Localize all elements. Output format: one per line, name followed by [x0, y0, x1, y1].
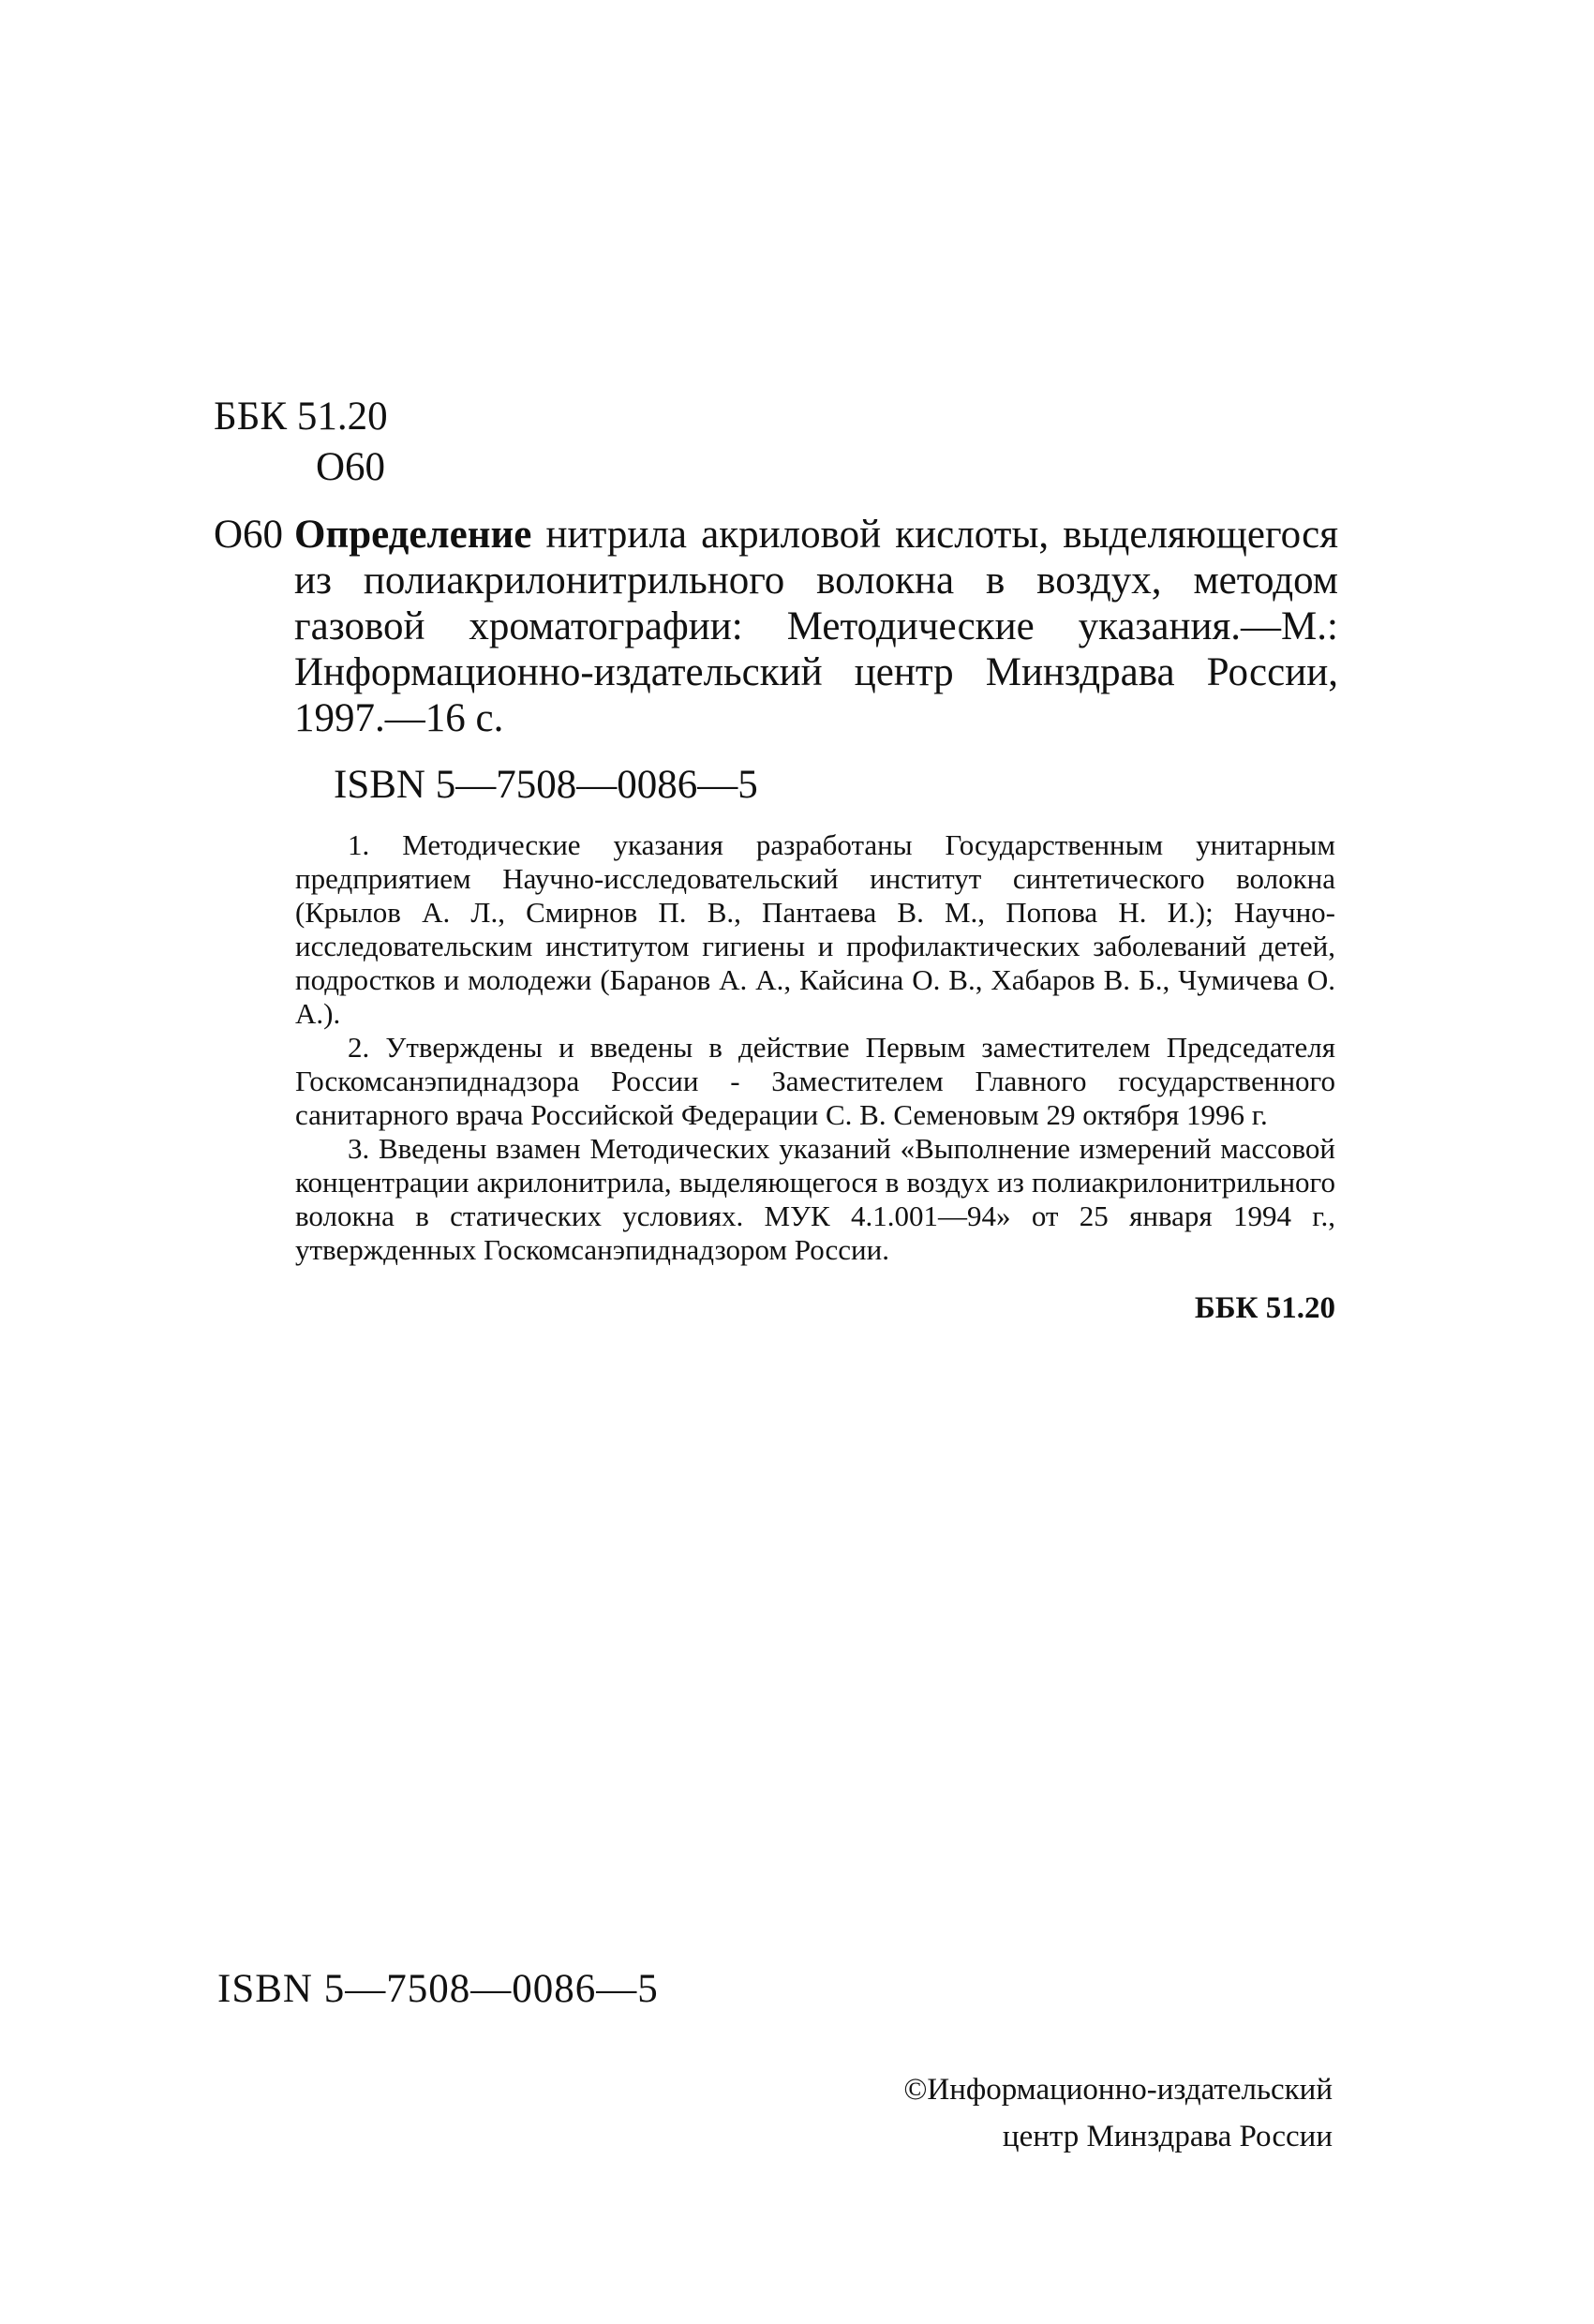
note-item: 3. Введены взамен Методических указаний «Выполнение измерений массовой концентрации акрилонитрила, выделяющегося в воздух из полиакрилонитрильного волокна в статических условиях. МУК 4.1.001—94» от 25 января 1994 г., утвержденных Госкомсанэпиднадзором России. — [295, 1132, 1335, 1266]
entry-author-mark: О60 — [214, 513, 284, 557]
copyright-line-2: центр Минздрава России — [1002, 2120, 1333, 2153]
isbn-bottom: ISBN 5—7508—0086—5 — [217, 1967, 659, 2011]
copyright — [903, 2066, 1333, 2160]
entry-title-word: Определение — [294, 513, 532, 557]
entry-isbn: ISBN 5—7508—0086—5 — [334, 763, 758, 807]
entry-description-text: нитрила акриловой кислоты, выделяющегося из полиакрилонитрильного волокна в воздух, методом газовой хроматографии: Методические указания.—М.: Информационно-издательский центр Минздрава России, 1997.—16 с. — [294, 513, 1338, 740]
entry-description — [294, 512, 1338, 741]
notes-section — [295, 828, 1335, 1325]
bbk-code: ББК 51.20 — [214, 395, 388, 439]
note-item: 2. Утверждены и введены в действие Первым заместителем Председателя Госкомсанэпиднадзора России - Заместителем Главного государственного санитарного врача Российской Федерации С. В. Семеновым 29 октября 1996 г. — [295, 1031, 1335, 1131]
copyright-line-1: ©Информационно-издательский — [903, 2073, 1333, 2107]
bbk-header — [214, 392, 388, 493]
bbk-footer: ББК 51.20 — [1194, 1291, 1335, 1325]
author-mark: О60 — [316, 445, 386, 489]
note-item: 1. Методические указания разработаны Государственным унитарным предприятием Научно-исследовательский институт синтетического волокна (Крылов А. Л., Смирнов П. В., Пантаева В. М., Попова Н. И.); Научно-исследовательским институтом гигиены и профилактических заболеваний детей, подростков и молодежи (Баранов А. А., Кайсина О. В., Хабаров В. Б., Чумичева О. А.). — [295, 828, 1335, 1030]
catalogue-entry — [214, 512, 1338, 808]
